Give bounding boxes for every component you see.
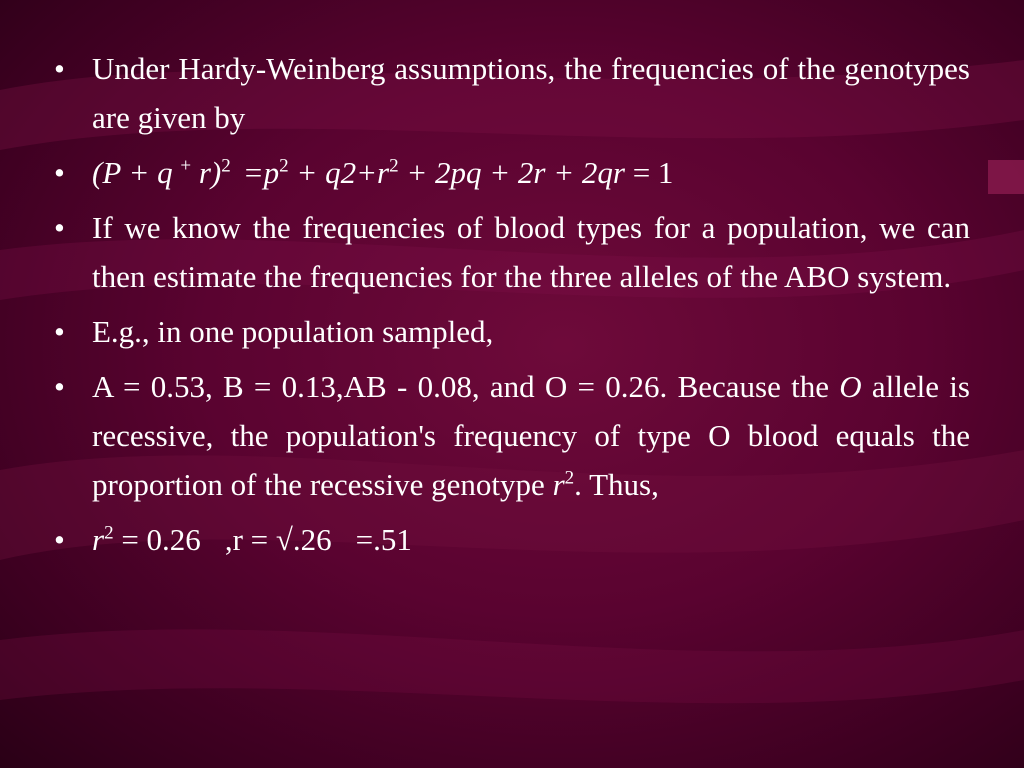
result-sqrt: √.26 [275, 522, 332, 557]
bullet-marker: • [54, 369, 65, 404]
freq-r-exp: 2 [564, 467, 575, 489]
bullet-equation [48, 148, 970, 197]
eq-lhs-r: r) [191, 155, 222, 190]
eq-q-mark: 2 [340, 155, 357, 190]
bullet-hardy-weinberg [48, 44, 970, 142]
result-val2: ,r = [224, 522, 276, 557]
eq-plus-q: + q [288, 155, 341, 190]
bullet-list [48, 44, 970, 564]
freq-part1: A = 0.53, B = 0.13,AB - 0.08, and O = 0.26. Because the [92, 369, 840, 404]
bullet-marker: • [54, 210, 65, 245]
bullet-example [48, 307, 970, 356]
bullet-marker: • [54, 314, 65, 349]
freq-part2: allele is recessive, the population's frequency of type O blood equals the proportion of the recessive genotype [92, 369, 970, 502]
bullet-text: If we know the frequencies of blood types for a population, we can then estimate the frequencies for the three alleles of the ABO system. [92, 210, 970, 294]
result-r: r [92, 522, 105, 557]
bullet-result [48, 515, 970, 564]
eq-lhs-plus-sup: + [180, 155, 192, 177]
eq-tail: + 2pq + 2r + 2qr [398, 155, 625, 190]
eq-r-exp: 2 [389, 155, 399, 177]
eq-p: =p [242, 155, 280, 190]
result-val3: =.51 [355, 522, 412, 557]
freq-r: r [552, 467, 565, 502]
eq-lhs-open: (P + q [92, 155, 181, 190]
slide-body [48, 44, 970, 570]
bullet-text: Under Hardy-Weinberg assumptions, the frequencies of the genotypes are given by [92, 51, 970, 135]
bullet-text: E.g., in one population sampled, [92, 314, 494, 349]
bullet-blood-types [48, 203, 970, 301]
bullet-marker: • [54, 51, 65, 86]
freq-o-allele: O [839, 369, 862, 404]
bullet-marker: • [54, 155, 65, 190]
bullet-marker: • [54, 522, 65, 557]
eq-p-exp: 2 [279, 155, 289, 177]
freq-part3: . Thus, [574, 467, 659, 502]
eq-lhs-exp: 2 [221, 155, 231, 177]
eq-plus-r: +r [356, 155, 390, 190]
result-val1: = 0.26 [113, 522, 201, 557]
eq-equals-one: = 1 [624, 155, 674, 190]
bullet-frequencies [48, 362, 970, 509]
result-r-exp: 2 [104, 522, 114, 544]
